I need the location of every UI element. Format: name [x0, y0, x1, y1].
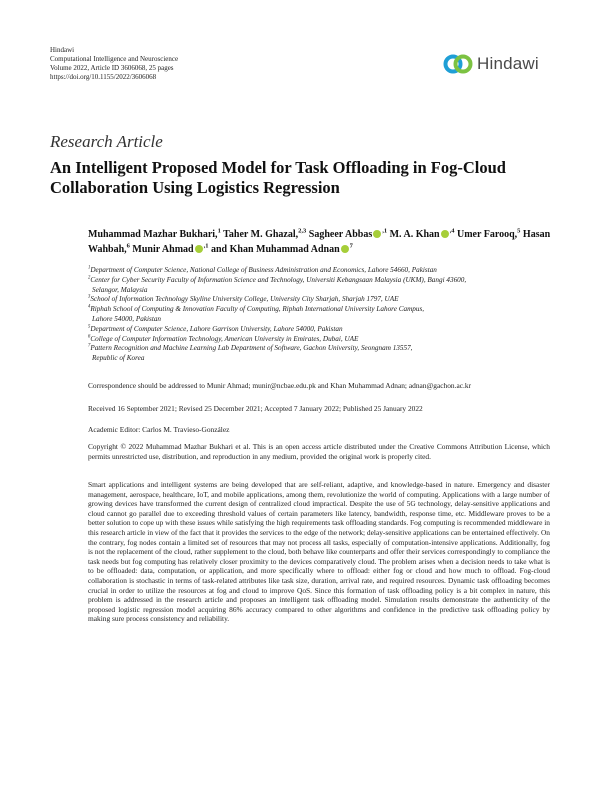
journal-volume: Volume 2022, Article ID 3606068, 25 pages: [50, 64, 174, 72]
affiliation-number: 4: [88, 304, 91, 310]
author-affiliation-sup: ,1: [382, 227, 388, 235]
orcid-icon[interactable]: [195, 245, 203, 253]
author-name: and Khan Muhammad Adnan: [208, 244, 340, 255]
affiliation-text: Department of Computer Science, Lahore Garrison University, Lahore 54000, Pakistan: [90, 324, 343, 333]
author-name: Umer Farooq,: [454, 229, 518, 240]
author-name: Muhammad Mazhar Bukhari,: [88, 229, 218, 240]
academic-editor: Academic Editor: Carlos M. Travieso-González: [88, 425, 230, 434]
orcid-icon[interactable]: [373, 230, 381, 238]
author-affiliation-sup: ,4: [449, 227, 455, 235]
affiliation: [88, 266, 563, 276]
orcid-icon[interactable]: [341, 245, 349, 253]
logo-text: Hindawi: [477, 54, 539, 73]
author-affiliation-sup: 1: [217, 227, 221, 235]
affiliation: [88, 276, 563, 296]
affiliation-number: 7: [88, 343, 91, 349]
affiliation-text: Center for Cyber Security Faculty of Information Science and Technology, Universiti Kebangsaan Malaysia (UKM), Bangi 43600,: [90, 275, 467, 284]
hindawi-rings-icon: [443, 53, 473, 75]
author-affiliation-sup: 6: [126, 242, 130, 250]
affiliation: [88, 344, 563, 364]
affiliation-text: Department of Computer Science, National College of Business Administration and Economics, Lahore 54660, Pakistan: [90, 266, 437, 274]
author-name: Sagheer Abbas: [306, 229, 373, 240]
paper-title: An Intelligent Proposed Model for Task Offloading in Fog-Cloud Collaboration Using Logistics Regression: [50, 158, 506, 197]
affiliation: [88, 295, 563, 305]
hindawi-logo: [443, 53, 539, 75]
affiliation-number: 1: [88, 265, 91, 271]
author-affiliation-sup: 2,3: [298, 227, 307, 235]
abstract: Smart applications and intelligent systems are being developed that are self-reliant, adaptive, and knowledge-based in nature. Emergency and disaster management, aerospace, healthcare, IoT, and mobile applications, among them, revolutionize the world of computing. Applications with a large number of growing devices have transformed the current design of centralized cloud impractical. Despite the use of 5G technology, delay-sensitive applications and cloud cannot go parallel due to exceeding threshold values of certain parameters like latency, bandwidth, response time, etc. Middleware proves to be a better solution to cope up with these issues while satisfying the high requirements task offloading standards. Fog computing is recommended middleware in this research article in view of the fact that it provides the services to the edge of the network; delay-sensitive applications can be entertained effectively. On the contrary, fog nodes contain a limited set of resources that may not process all tasks, especially of computation-intensive applications. Additionally, fog is not the replacement of the cloud, rather supplement to the cloud, both behave like counterparts and offer their services correspondingly to compliance the task needs but fog computing has relatively closer proximity to the devices comparatively cloud. The problem arises when a decision needs to take what is to be offloaded: data, computation, or application, and more specifically where to offload: either fog or cloud and how much to offload. Fog-cloud collaboration is stochastic in terms of task-related attributes like task size, duration, arrival rate, and required resources. Dynamic task offloading becomes crucial in order to utilize the resources at fog and cloud to improve QoS. Since this formation of task offloading policy is a bit complex in nature, this problem is addressed in the research article and proposes an intelligent task offloading model. Simulation results demonstrate the authenticity of the proposed logistic regression model acquiring 86% accuracy compared to other algorithms and confidence in the predictive task offloading policy by making sure process consistency and reliability.: [88, 480, 550, 624]
copyright-notice: Copyright © 2022 Muhammad Mazhar Bukhari et al. This is an open access article distributed under the Creative Commons Attribution License, which permits unrestricted use, distribution, and reproduction in any medium, provided the original work is properly cited.: [88, 442, 550, 461]
journal-name: Computational Intelligence and Neuroscience: [50, 55, 179, 63]
affiliation: [88, 335, 563, 345]
journal-publisher: Hindawi: [50, 46, 75, 54]
affiliation-list: [88, 266, 563, 364]
affiliation-text: College of Computer Information Technology, American University in Emirates, Dubai, UAE: [90, 334, 359, 343]
journal-doi[interactable]: https://doi.org/10.1155/2022/3606068: [50, 73, 157, 81]
affiliation-number: 6: [88, 334, 91, 340]
author-list: [88, 227, 568, 257]
article-type: Research Article: [50, 132, 163, 151]
affiliation-text-continued: Lahore 54000, Pakistan: [92, 314, 162, 323]
affiliation-text-continued: Selangor, Malaysia: [92, 285, 148, 294]
author-affiliation-sup: ,1: [203, 242, 209, 250]
affiliation: [88, 305, 563, 325]
author-name: Munir Ahmad: [129, 244, 194, 255]
author-name: Taher M. Ghazal,: [220, 229, 299, 240]
affiliation-text: Pattern Recognition and Machine Learning Lab Department of Software, Gachon University, Seongnam 13557,: [90, 344, 413, 353]
affiliation-text: Riphah School of Computing & Innovation Faculty of Computing, Riphah International University Lahore Campus,: [90, 305, 425, 314]
author-name: Hasan Wahbah,: [88, 229, 551, 255]
author-affiliation-sup: 5: [517, 227, 521, 235]
affiliation-number: 5: [88, 324, 91, 330]
publication-dates: Received 16 September 2021; Revised 25 December 2021; Accepted 7 January 2022; Published 25 January 2022: [88, 404, 423, 413]
journal-info: [50, 46, 178, 82]
orcid-icon[interactable]: [441, 230, 449, 238]
affiliation-text: School of Information Technology Skyline University College, University City Sharjah, Sharjah 1797, UAE: [90, 295, 399, 304]
correspondence: Correspondence should be addressed to Munir Ahmad; munir@ncbae.edu.pk and Khan Muhammad Adnan; adnan@gachon.ac.kr: [88, 381, 472, 390]
affiliation: [88, 325, 563, 335]
author-name: M. A. Khan: [387, 229, 440, 240]
affiliation-number: 3: [88, 295, 91, 300]
author-affiliation-sup: 7: [349, 242, 353, 250]
affiliation-number: 2: [88, 275, 91, 281]
affiliation-text-continued: Republic of Korea: [92, 354, 145, 363]
